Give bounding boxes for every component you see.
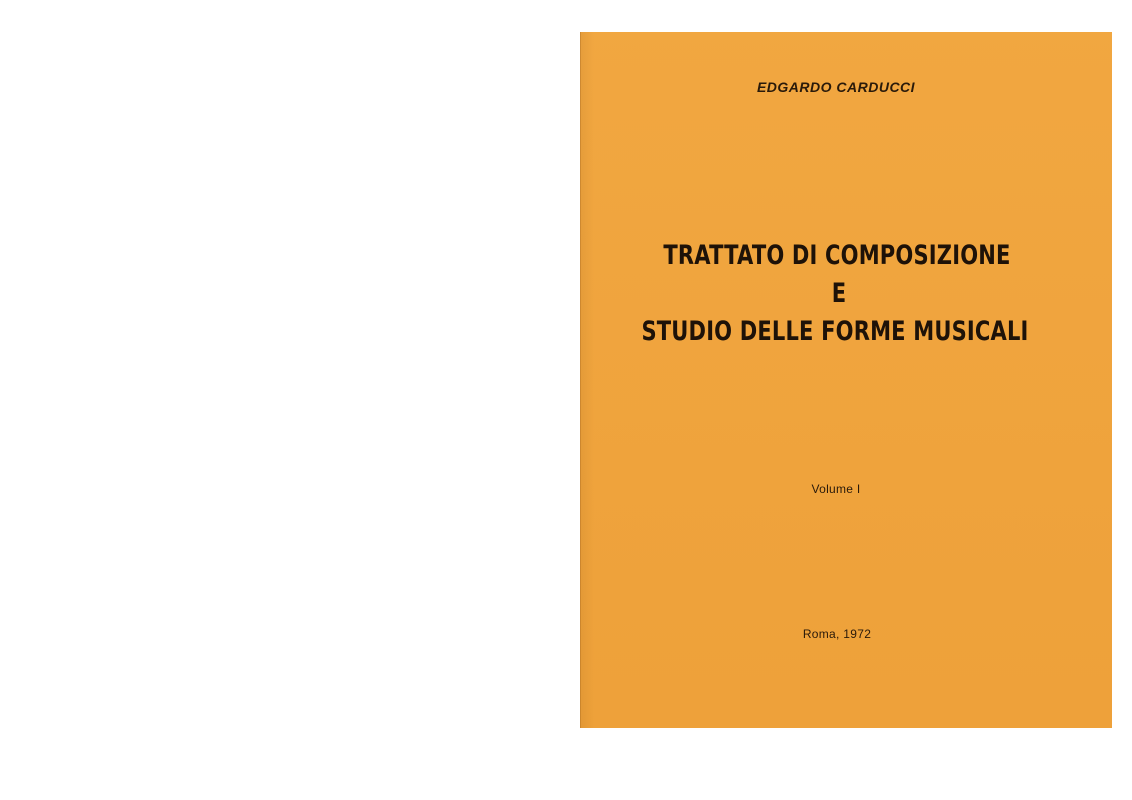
volume-label: Volume I [811, 482, 861, 496]
book-title [580, 237, 1112, 351]
place-and-year: Roma, 1972 [802, 627, 872, 641]
title-line-2: E [831, 278, 847, 309]
title-line-3: STUDIO DELLE FORME MUSICALI [641, 316, 1029, 347]
author-name: EDGARDO CARDUCCI [756, 79, 916, 95]
book-cover [580, 32, 1112, 728]
title-line-1: TRATTATO DI COMPOSIZIONE [663, 240, 1011, 271]
